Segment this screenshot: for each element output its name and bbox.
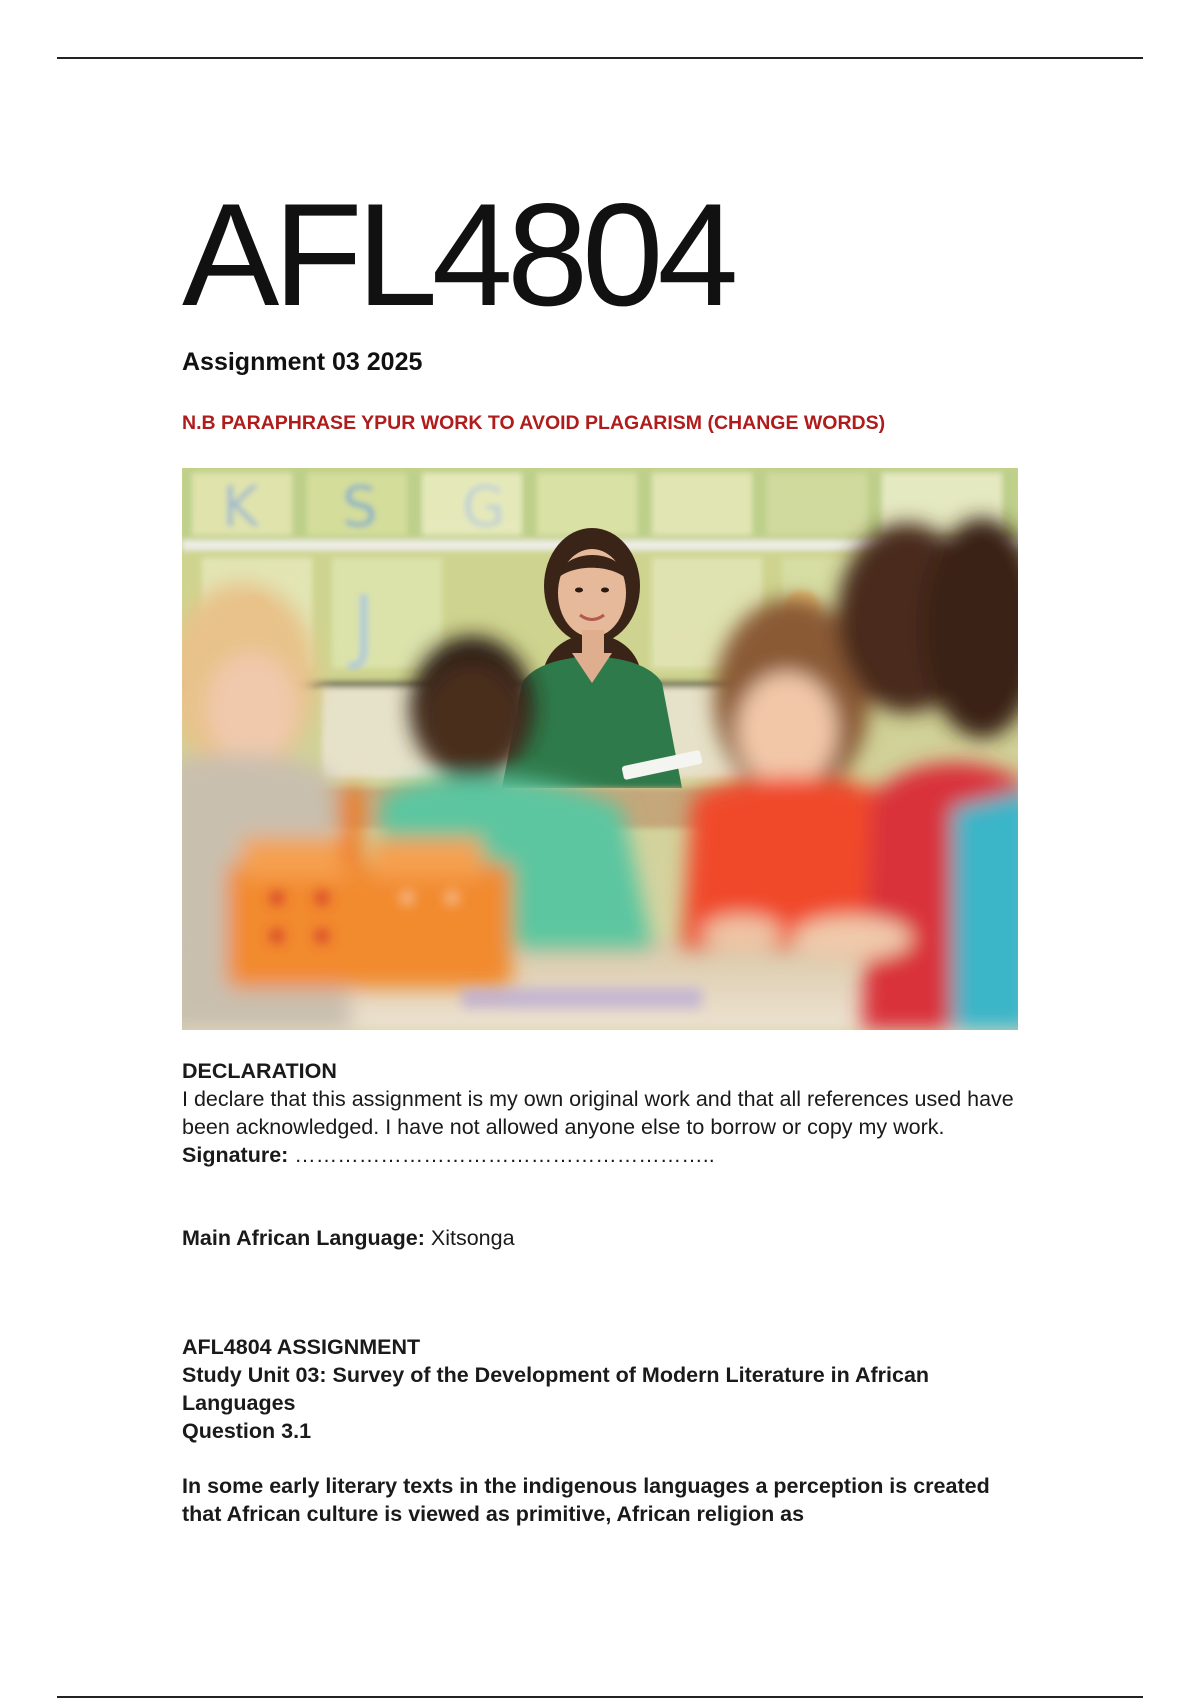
declaration-section xyxy=(182,1057,1022,1169)
plagiarism-notice: N.B PARAPHRASE YPUR WORK TO AVOID PLAGARISM (CHANGE WORDS) xyxy=(182,412,886,434)
svg-text:K: K xyxy=(222,475,259,540)
study-unit-title: Study Unit 03: Survey of the Development of Modern Literature in African Languages xyxy=(182,1363,930,1415)
top-rule xyxy=(57,57,1143,59)
classroom-photo xyxy=(182,468,1018,1030)
question-text: In some early literary texts in the indigenous languages a perception is created that African culture is viewed as primitive, African religion as xyxy=(182,1474,990,1526)
main-language-line xyxy=(182,1224,515,1252)
main-language-label: Main African Language: xyxy=(182,1226,425,1250)
classroom-photo-illustration xyxy=(182,468,1018,1030)
svg-text:J: J xyxy=(352,579,376,672)
svg-text:G: G xyxy=(462,475,506,540)
declaration-heading: DECLARATION xyxy=(182,1059,337,1083)
signature-label: Signature: xyxy=(182,1143,289,1167)
assignment-section xyxy=(182,1333,1022,1445)
assignment-title: Assignment 03 2025 xyxy=(182,348,423,376)
bottom-rule xyxy=(57,1696,1143,1698)
assignment-heading: AFL4804 ASSIGNMENT xyxy=(182,1335,421,1359)
question-number: Question 3.1 xyxy=(182,1419,312,1443)
signature-line xyxy=(182,1141,1022,1169)
signature-blank: ………………………………………………….. xyxy=(288,1143,715,1167)
svg-text:S: S xyxy=(342,475,378,540)
course-code: AFL4804 xyxy=(182,173,733,336)
declaration-statement: I declare that this assignment is my own original work and that all references used have been acknowledged. I have not allowed anyone else to borrow or copy my work. xyxy=(182,1087,1014,1139)
main-language-value: Xitsonga xyxy=(424,1226,515,1250)
